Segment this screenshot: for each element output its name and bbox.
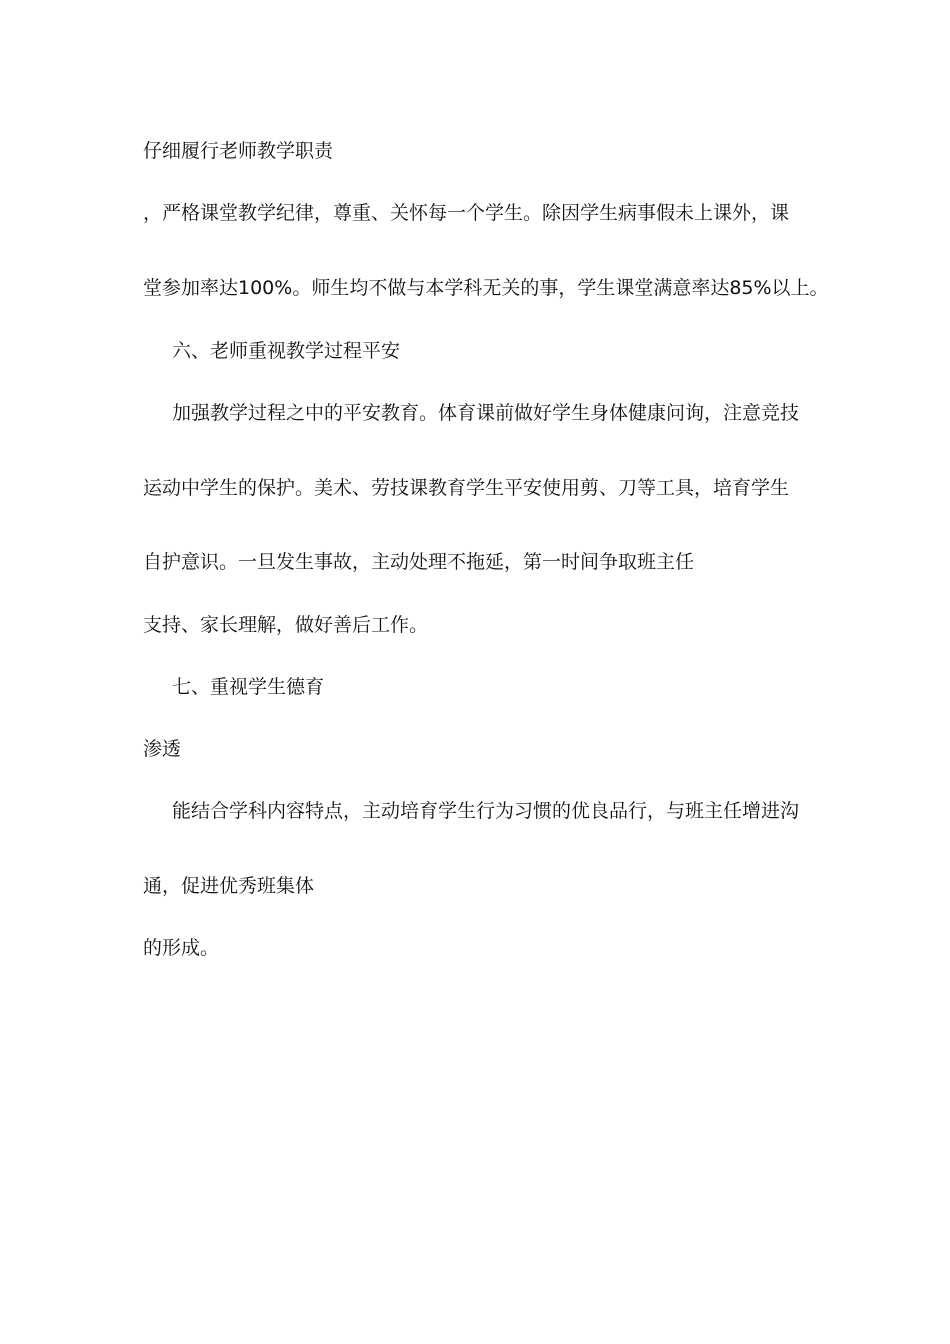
text-line-5: 加强教学过程之中的平安教育。体育课前做好学生身体健康问询，注意竞技 bbox=[172, 402, 800, 424]
section-heading-7: 七、重视学生德育 bbox=[172, 676, 325, 698]
section-heading-6: 六、老师重视教学过程平安 bbox=[172, 340, 401, 362]
text-line-8: 支持、家长理解，做好善后工作。 bbox=[143, 614, 429, 636]
text-line-13: 的形成。 bbox=[143, 937, 220, 959]
text-line-10: 渗透 bbox=[143, 738, 182, 760]
text-line-2: ，严格课堂教学纪律，尊重、关怀每一个学生。除因学生病事假未上课外，课 bbox=[143, 202, 790, 224]
text-line-1: 仔细履行老师教学职责 bbox=[143, 140, 334, 162]
text-line-12: 通，促进优秀班集体 bbox=[143, 875, 315, 897]
text-line-6: 运动中学生的保护。美术、劳技课教育学生平安使用剪、刀等工具，培育学生 bbox=[143, 477, 790, 499]
text-line-11: 能结合学科内容特点，主动培育学生行为习惯的优良品行，与班主任增进沟 bbox=[172, 800, 800, 822]
text-line-7: 自护意识。一旦发生事故，主动处理不拖延，第一时间争取班主任 bbox=[143, 551, 695, 573]
text-line-3: 堂参加率达100%。师生均不做与本学科无关的事，学生课堂满意率达85%以上。 bbox=[143, 277, 829, 299]
